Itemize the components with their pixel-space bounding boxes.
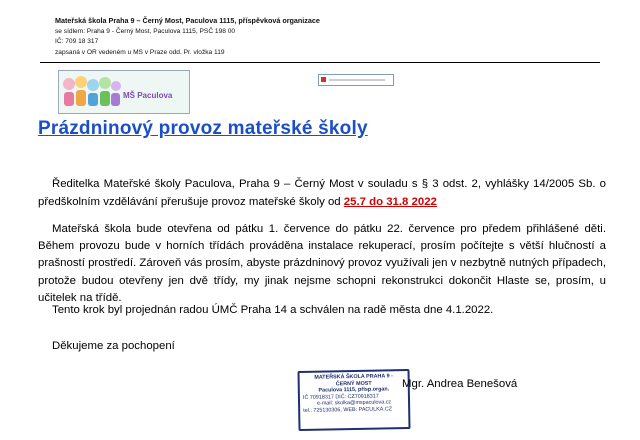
signature-name: Mgr. Andrea Benešová xyxy=(402,378,518,390)
announcement-paragraph xyxy=(38,176,606,211)
broken-image-placeholder xyxy=(318,74,394,86)
letterhead-registry: zapsaná v OR vedeném u MS v Praze odd. Pr. vložka 119 xyxy=(55,48,225,56)
letterhead-ico: IČ: 709 18 317 xyxy=(55,38,99,45)
letterhead xyxy=(55,16,320,58)
children-illustration-icon xyxy=(61,74,123,110)
header-divider xyxy=(40,62,600,63)
stamp-line-4: IČ 70918317 DIČ: CZ70918317 xyxy=(302,393,379,401)
letterhead-address: se sídlem: Praha 9 - Černý Most, Paculova 1115, PSČ 198 00 xyxy=(55,27,236,35)
logo-text: MŠ Paculova xyxy=(123,91,173,100)
closing-line: Děkujeme za pochopení xyxy=(52,340,175,352)
closure-date-range: 25.7 do 31.8 2022 xyxy=(343,195,437,208)
stamp-line-1: MATEŘSKÁ ŠKOLA PRAHA 9 - xyxy=(314,373,393,381)
letterhead-school-name: Mateřská škola Praha 9 – Černý Most, Paculova 1115, příspěvková organizace xyxy=(55,16,320,25)
summer-operation-paragraph: Mateřská škola bude otevřena od pátku 1. července do pátku 22. července pro předem přihlášené děti. Během provozu bude v horních třídách prováděna instalace rekuperací, prosím počítejte s větší hlučností a prašností prostředí. Zároveň vás prosím, abyste prázdninový provoz využívali jen v nezbytně nutných případech, protože budou otevřeny jen dvě třídy, my jinak nejsme schopni rekonstrukci dokončit Hlaste se, prosím, u učitelek na třídě. xyxy=(38,223,606,304)
stamp-line-3: Paculova 1115, přísp.organ. xyxy=(318,386,390,394)
image-icon xyxy=(321,77,326,82)
stamp-line-6: tel.: 725130306, WEB: PACULKA.CZ xyxy=(303,406,393,414)
school-logo-banner xyxy=(58,70,190,114)
page-title: Prázdninový provoz mateřské školy xyxy=(38,118,368,139)
stamp-line-2: ČERNÝ MOST xyxy=(335,380,372,387)
approval-paragraph: Tento krok byl projednán radou ÚMČ Praha 14 a schválen na radě města dne 4.1.2022. xyxy=(52,304,494,316)
announcement-text: Ředitelka Mateřské školy Paculova, Praha 9 – Černý Most v souladu s § 3 odst. 2, vyhlášky 14/2005 Sb. o předškolním vzdělávání přerušuje provoz mateřské školy od xyxy=(38,178,606,208)
school-stamp xyxy=(297,369,410,431)
stamp-line-5: e-mail: skolka@mspaculova.cz xyxy=(316,399,392,408)
